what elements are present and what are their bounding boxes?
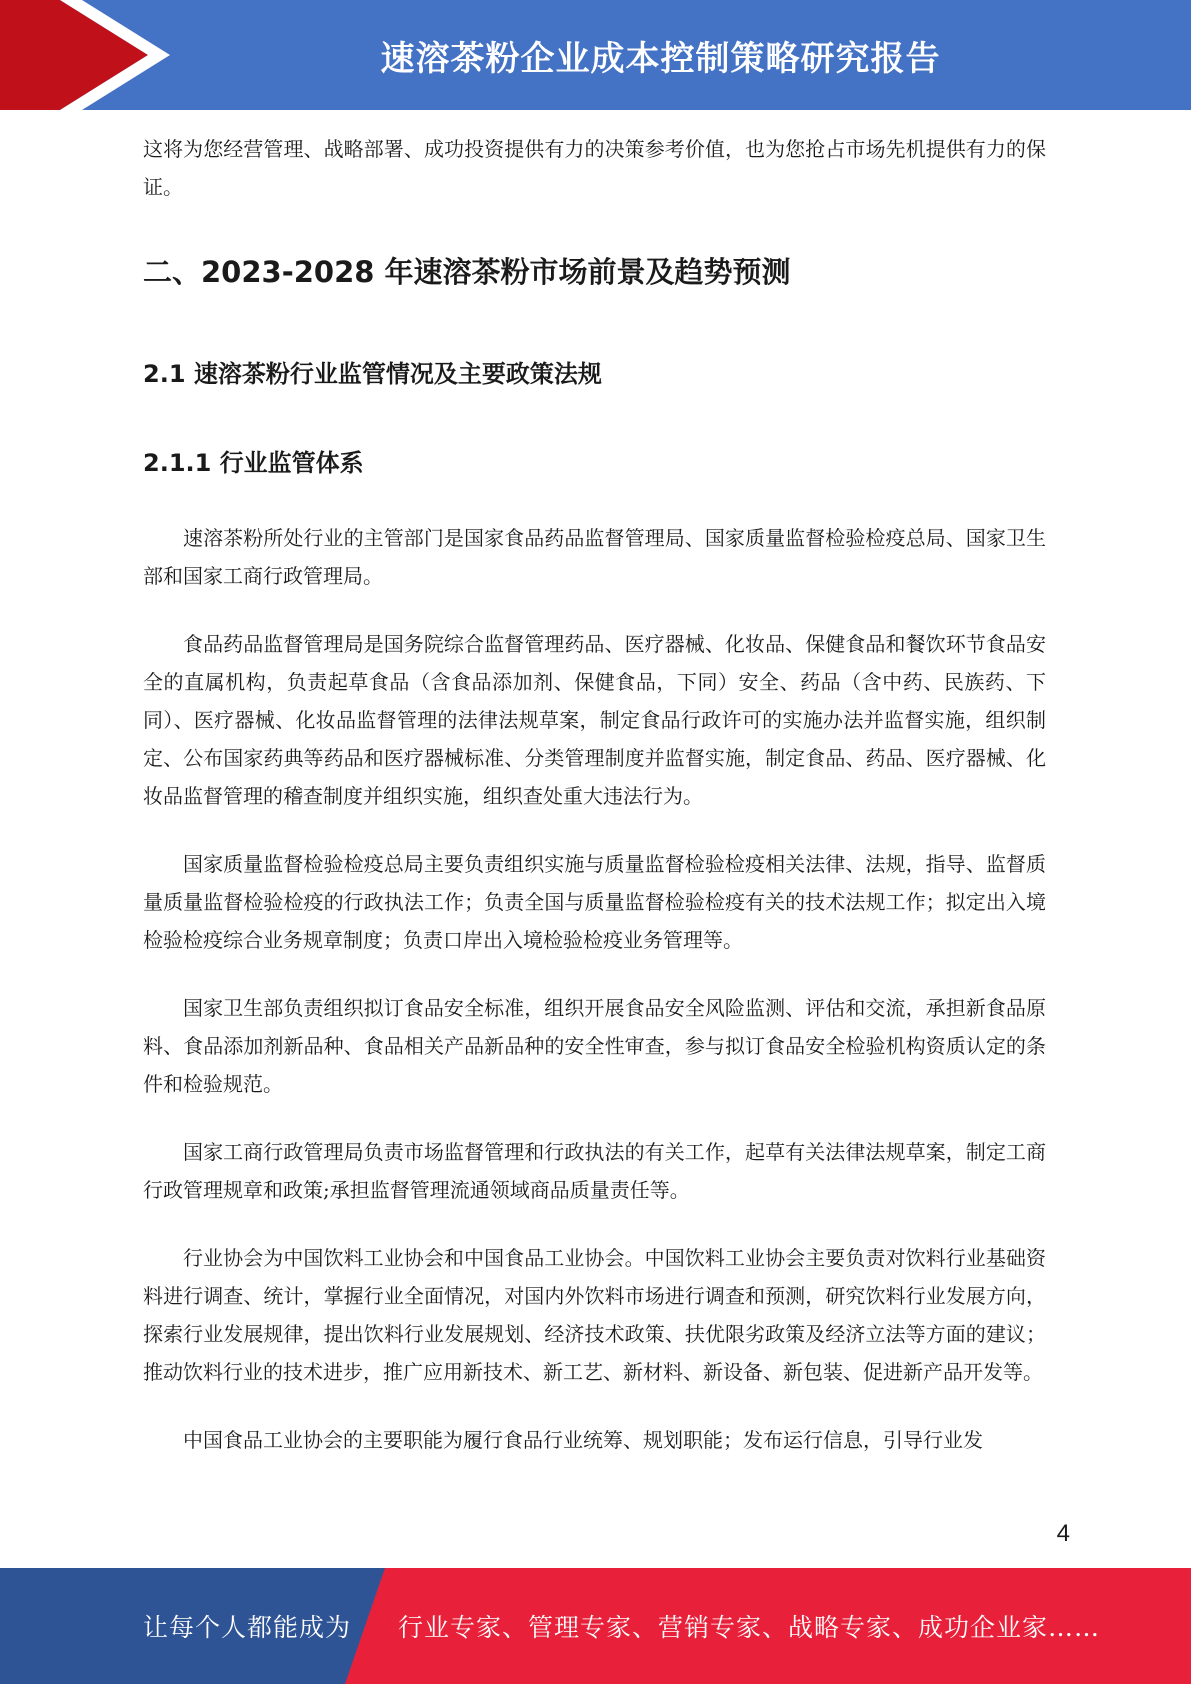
footer-slogan-right: 行业专家、管理专家、营销专家、战略专家、成功企业家…… [398,1613,1101,1642]
body-paragraph: 食品药品监督管理局是国务院综合监督管理药品、医疗器械、化妆品、保健食品和餐饮环节食品安全的直属机构，负责起草食品（含食品添加剂、保健食品，下同）安全、药品（含中药、民族药、下同）、医疗器械、化妆品监督管理的法律法规草案，制定食品行政许可的实施办法并监督实施，组织制定、公布国家药典等药品和医疗器械标准、分类管理制度并监督实施，制定食品、药品、医疗器械、化妆品监督管理的稽查制度并组织实施，组织查处重大违法行为。 [143,632,1046,808]
body-paragraph: 速溶茶粉所处行业的主管部门是国家食品药品监督管理局、国家质量监督检验检疫总局、国家卫生部和国家工商行政管理局。 [143,526,1046,588]
intro-paragraph: 这将为您经营管理、战略部署、成功投资提供有力的决策参考价值，也为您抢占市场先机提供有力的保证。 [143,137,1046,199]
body-paragraph: 国家质量监督检验检疫总局主要负责组织实施与质量监督检验检疫相关法律、法规，指导、监督质量质量监督检验检疫的行政执法工作；负责全国与质量监督检验检疫有关的技术法规工作；拟定出入境检验检疫综合业务规章制度；负责口岸出入境检验检疫业务管理等。 [143,852,1046,952]
page-content [143,130,1046,1459]
subsubsection-heading: 2.1.1 行业监管体系 [143,449,364,477]
header-banner [0,0,1191,110]
body-paragraph: 中国食品工业协会的主要职能为履行食品行业统筹、规划职能；发布运行信息，引导行业发 [183,1428,983,1452]
footer-slogan-left: 让每个人都能成为 [143,1613,352,1642]
footer-banner [0,1568,1191,1684]
section-heading: 二、2023-2028 年速溶茶粉市场前景及趋势预测 [143,255,791,289]
body-paragraph: 国家卫生部负责组织拟订食品安全标准，组织开展食品安全风险监测、评估和交流，承担新食品原料、食品添加剂新品种、食品相关产品新品种的安全性审查，参与拟订食品安全检验机构资质认定的条件和检验规范。 [143,996,1046,1096]
body-paragraph: 国家工商行政管理局负责市场监督管理和行政执法的有关工作，起草有关法律法规草案，制定工商行政管理规章和政策;承担监督管理流通领域商品质量责任等。 [143,1140,1046,1202]
body-paragraph: 行业协会为中国饮料工业协会和中国食品工业协会。中国饮料工业协会主要负责对饮料行业基础资料进行调查、统计，掌握行业全面情况，对国内外饮料市场进行调查和预测，研究饮料行业发展方向，探索行业发展规律，提出饮料行业发展规划、经济技术政策、扶优限劣政策及经济立法等方面的建议；推动饮料行业的技术进步，推广应用新技术、新工艺、新材料、新设备、新包装、促进新产品开发等。 [143,1246,1046,1384]
report-title: 速溶茶粉企业成本控制策略研究报告 [380,38,941,79]
subsection-heading: 2.1 速溶茶粉行业监管情况及主要政策法规 [143,360,602,388]
page-number: 4 [1056,1520,1070,1547]
